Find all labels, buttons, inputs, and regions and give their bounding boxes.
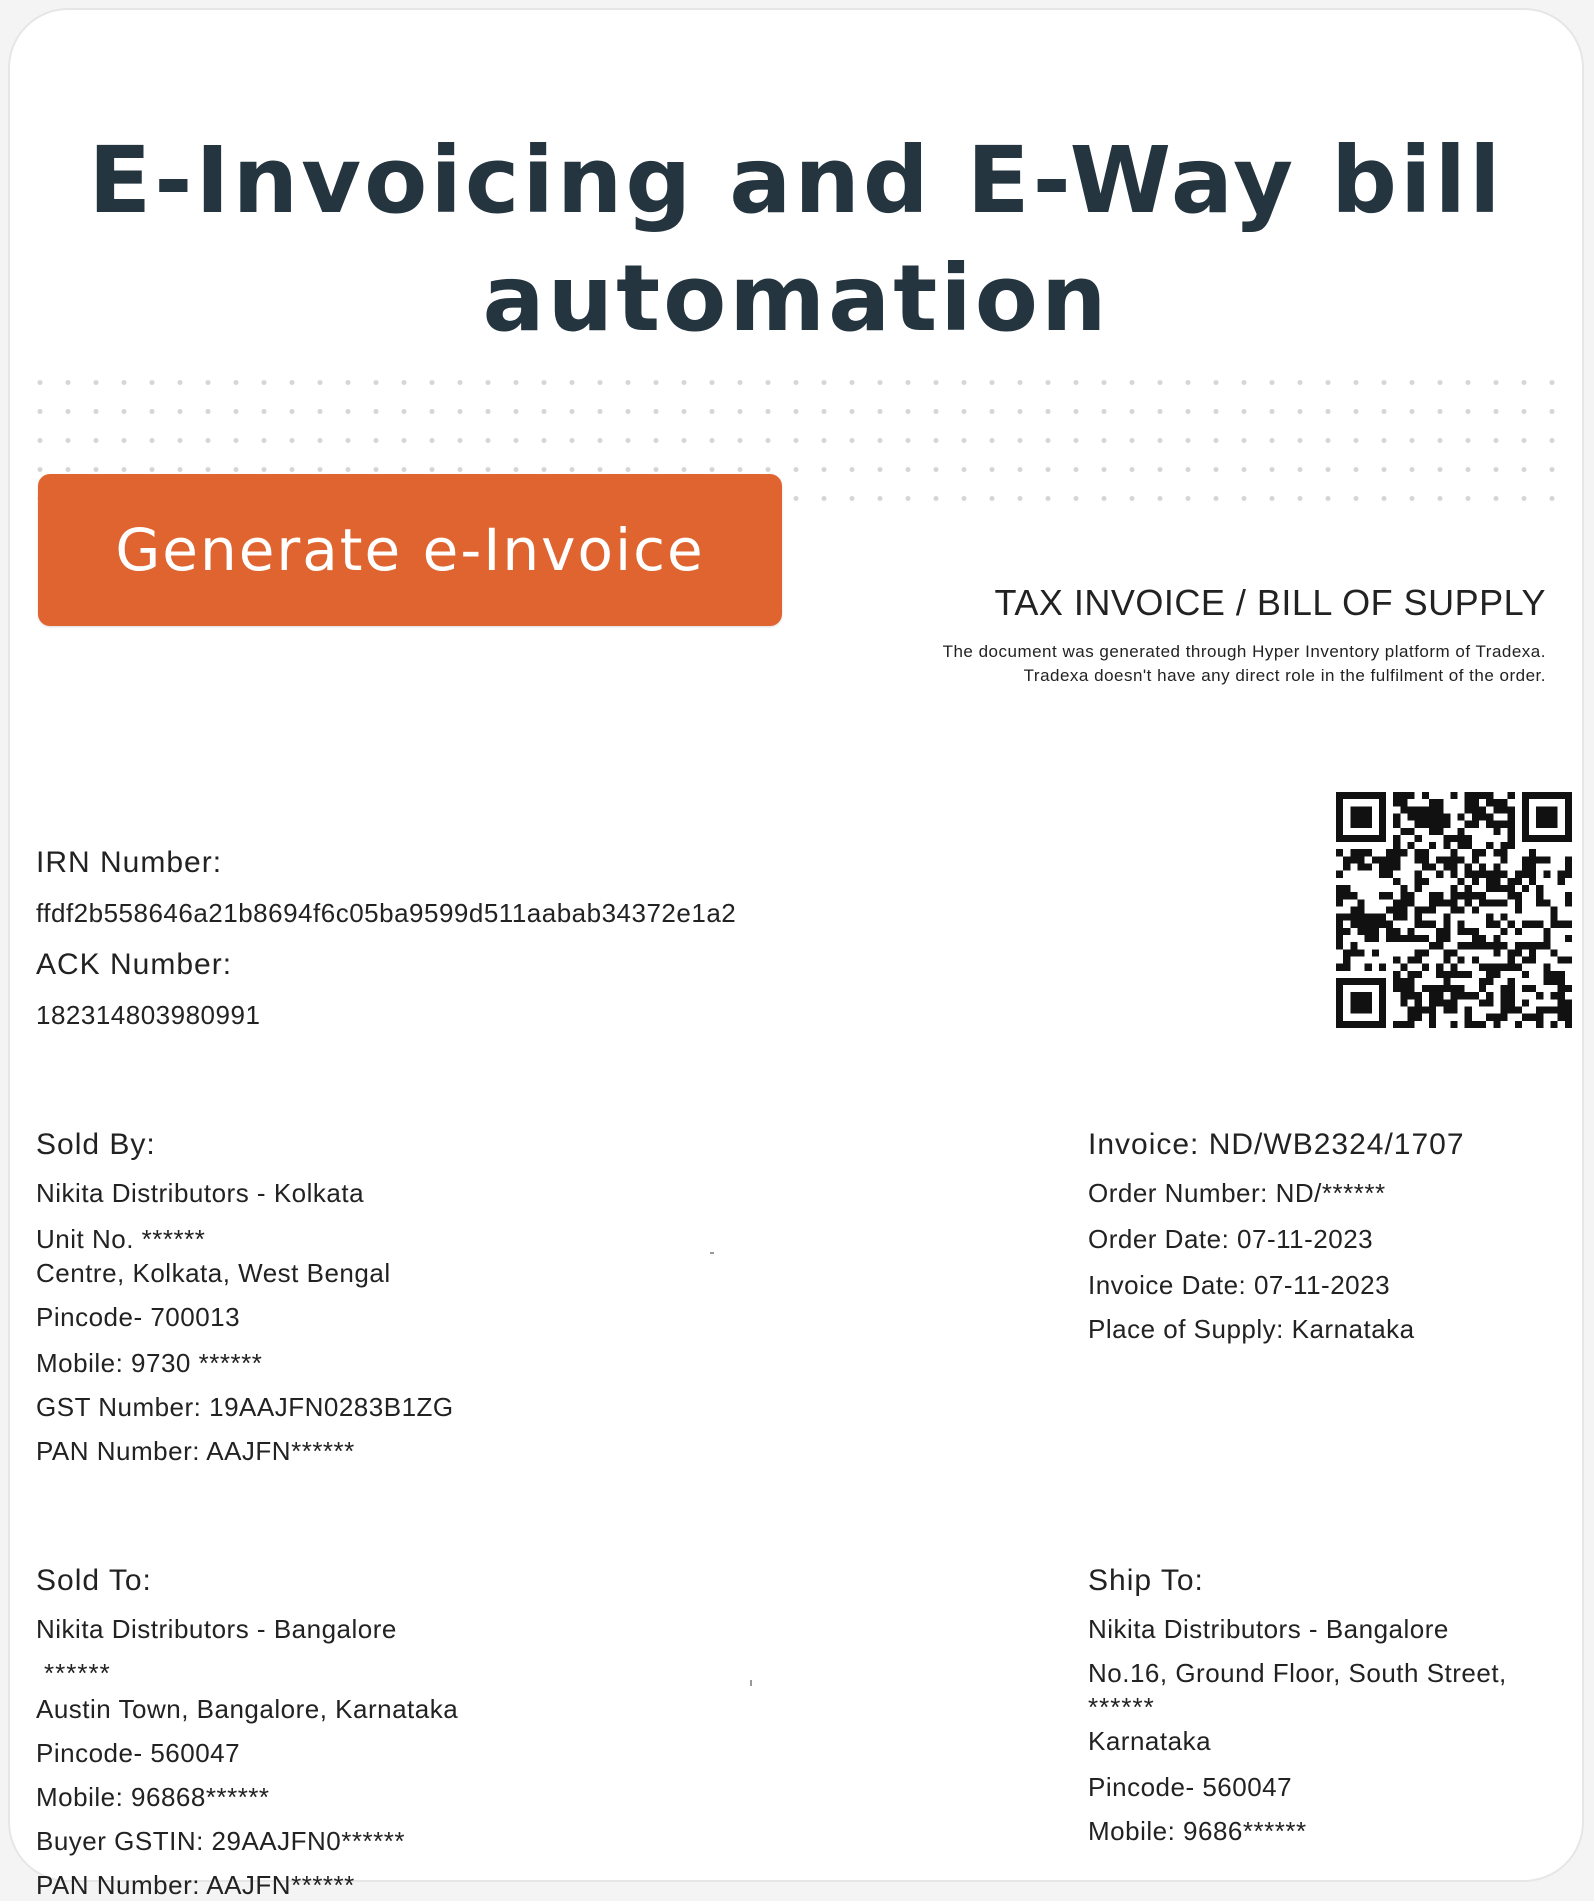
sold-by-label: Sold By: (36, 1128, 156, 1161)
sold-to-mobile: Mobile: 96868****** (36, 1782, 270, 1812)
stray-mark (710, 1252, 714, 1254)
sold-to-pan: PAN Number: AAJFN****** (36, 1870, 355, 1900)
invoice-date: Invoice Date: 07-11-2023 (1088, 1270, 1391, 1300)
ship-to-address: No.16, Ground Floor, South Street, (1088, 1658, 1507, 1688)
ship-to-masked: ****** (1088, 1692, 1155, 1722)
qr-code-icon (1336, 792, 1572, 1028)
disclaimer-line-1: The document was generated through Hyper Inventory platform of Tradexa. (942, 642, 1546, 661)
document-disclaimer (943, 640, 1546, 688)
generate-e-invoice-button[interactable]: Generate e-Invoice (38, 474, 782, 626)
ship-to-mobile: Mobile: 9686****** (1088, 1816, 1307, 1846)
place-of-supply: Place of Supply: Karnataka (1088, 1314, 1415, 1344)
ship-to-pincode: Pincode- 560047 (1088, 1772, 1293, 1802)
stray-mark (750, 1680, 752, 1686)
ship-to-state: Karnataka (1088, 1726, 1212, 1756)
ack-value: 182314803980991 (36, 1000, 261, 1030)
feature-card (8, 8, 1584, 1900)
sold-to-pincode: Pincode- 560047 (36, 1738, 241, 1768)
hero-title-line-1: E-Invoicing and E-Way bill (88, 127, 1504, 234)
sold-by-pincode: Pincode- 700013 (36, 1302, 241, 1332)
sold-to-gstin: Buyer GSTIN: 29AAJFN0****** (36, 1826, 405, 1856)
irn-label: IRN Number: (36, 846, 223, 879)
order-date: Order Date: 07-11-2023 (1088, 1224, 1374, 1254)
invoice-number: Invoice: ND/WB2324/1707 (1088, 1128, 1465, 1161)
sold-by-pan: PAN Number: AAJFN****** (36, 1436, 355, 1466)
hero-title (10, 122, 1582, 358)
sold-by-gst: GST Number: 19AAJFN0283B1ZG (36, 1392, 454, 1422)
order-number: Order Number: ND/****** (1088, 1178, 1386, 1208)
ship-to-label: Ship To: (1088, 1564, 1204, 1597)
document-heading: TAX INVOICE / BILL OF SUPPLY (994, 582, 1546, 623)
sold-by-name: Nikita Distributors - Kolkata (36, 1178, 365, 1208)
sold-to-masked: ****** (44, 1658, 111, 1688)
irn-value: ffdf2b558646a21b8694f6c05ba9599d511aabab34372e1a2 (36, 898, 737, 928)
hero-title-line-2: automation (482, 245, 1110, 352)
sold-to-name: Nikita Distributors - Bangalore (36, 1614, 397, 1644)
sold-by-address: Centre, Kolkata, West Bengal (36, 1258, 391, 1288)
sold-to-label: Sold To: (36, 1564, 152, 1597)
disclaimer-line-2: Tradexa doesn't have any direct role in the fulfilment of the order. (1023, 666, 1546, 685)
ack-label: ACK Number: (36, 948, 233, 981)
ship-to-name: Nikita Distributors - Bangalore (1088, 1614, 1449, 1644)
sold-by-mobile: Mobile: 9730 ****** (36, 1348, 263, 1378)
sold-by-unit: Unit No. ****** (36, 1224, 206, 1254)
sold-to-address: Austin Town, Bangalore, Karnataka (36, 1694, 459, 1724)
